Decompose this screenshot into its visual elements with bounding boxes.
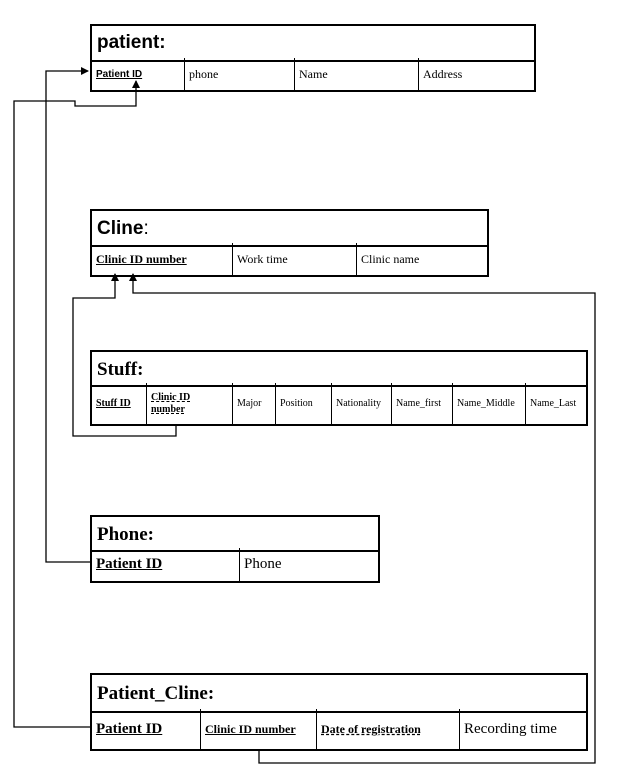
line-patientcline-to-cline: [133, 274, 595, 763]
stuff-col-name-middle: Name_Middle: [453, 383, 526, 424]
cline-col-clinic-id: Clinic ID number: [92, 243, 233, 275]
stuff-col-stuff-id: Stuff ID: [92, 383, 147, 424]
patient-cline-table-title: Patient_Cline:: [92, 675, 586, 713]
patient-col-address: Address: [423, 66, 463, 81]
phone-table-title: Phone:: [92, 517, 378, 552]
cline-col-clinic-name: Clinic name: [361, 251, 420, 266]
stuff-col-clinic-id-line2: number: [151, 403, 185, 415]
stuff-col-position: Position: [276, 383, 332, 424]
stuff-col-clinic-id-line1: Clinic ID: [151, 391, 191, 403]
line-phone-to-patient: [46, 71, 90, 562]
stuff-col-name-last: Name_Last: [530, 398, 577, 409]
cline-table-title: Cline: [97, 218, 144, 239]
patient-cline-col-date-registration: Date of registration: [317, 709, 460, 749]
phone-col-patient-id: Patient ID: [92, 548, 240, 581]
patient-table-title: patient:: [92, 26, 534, 62]
stuff-col-major: Major: [233, 383, 276, 424]
line-stuff-to-cline: [73, 274, 176, 436]
patient-cline-col-patient-id: Patient ID: [92, 709, 201, 749]
cline-table-title-colon: :: [143, 218, 149, 239]
patient-col-patient-id: Patient ID: [92, 58, 185, 90]
stuff-col-name-first: Name_first: [392, 383, 453, 424]
patient-cline-col-recording-time: Recording time: [464, 720, 557, 737]
stuff-table-title: Stuff:: [92, 352, 586, 387]
patient-col-name: Name: [295, 58, 419, 90]
line-patientcline-to-patient: [14, 81, 136, 727]
stuff-col-nationality: Nationality: [332, 383, 392, 424]
cline-col-work-time: Work time: [233, 243, 357, 275]
phone-col-phone: Phone: [244, 556, 282, 572]
patient-cline-col-clinic-id: Clinic ID number: [201, 709, 317, 749]
patient-col-phone: phone: [185, 58, 295, 90]
